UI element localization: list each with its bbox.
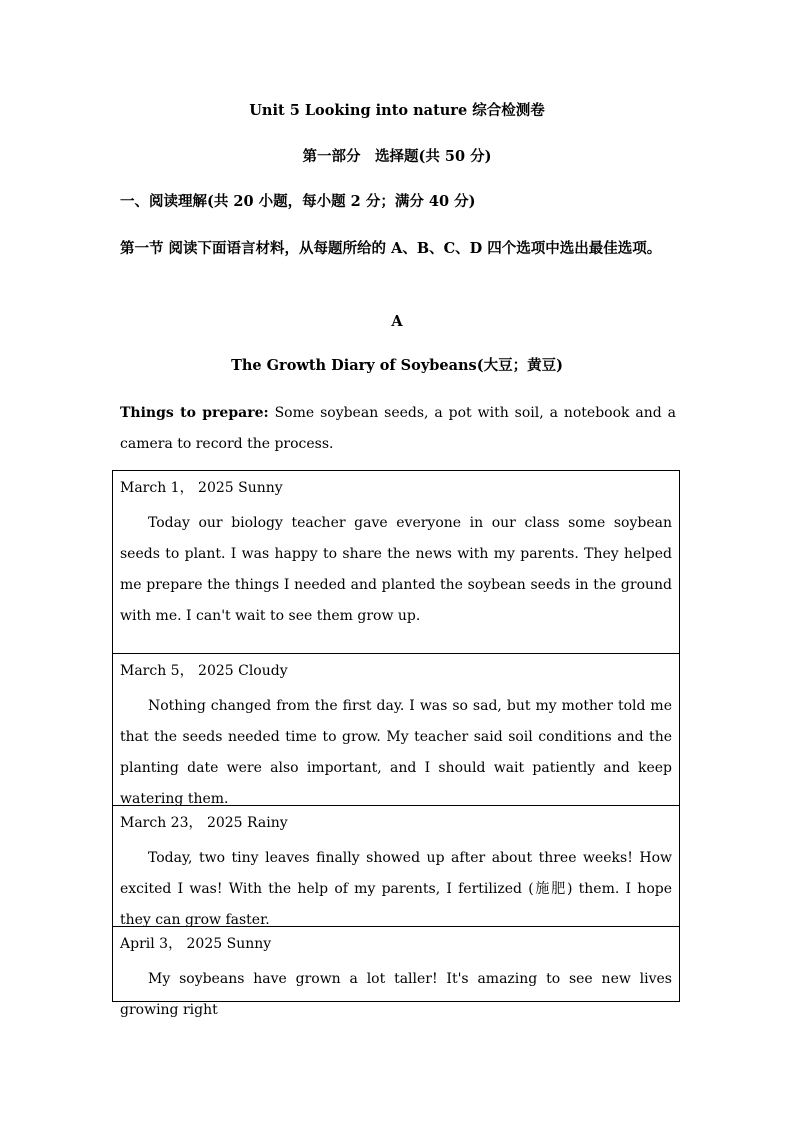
things-to-prepare: [120, 398, 676, 460]
entry-text: Nothing changed from the first day. I was so sad, but my mother told me that the seeds needed time to grow. My teacher said soil conditions and the planting date were also important, and I should wait patiently and keep watering them.: [120, 698, 672, 807]
entry-date: March 1， 2025 Sunny: [120, 480, 283, 496]
entry-text: Today, two tiny leaves finally showed up after about three weeks! How excited I was! With the help of my parents, I fertilized (施肥) them. I hope they can grow faster.: [120, 850, 672, 928]
entry-text: My soybeans have grown a lot taller! It's amazing to see new lives growing right: [120, 971, 672, 1018]
document-title: Unit 5 Looking into nature 综合检测卷: [249, 102, 545, 119]
entry-date: April 3， 2025 Sunny: [120, 936, 272, 952]
prepare-text: Some soybean seeds, a pot with soil, a notebook and a camera to record the process.: [120, 405, 677, 452]
passage-letter: A: [391, 313, 403, 330]
diary-entry: [113, 806, 679, 927]
instructions-text: 第一节 阅读下面语言材料，从每题所给的 A、B、C、D 四个选项中选出最佳选项。: [120, 240, 662, 257]
entry-text: Today our biology teacher gave everyone in our class some soybean seeds to plant. I was happy to share the news with my parents. They helped me prepare the things I needed and planted the soybean seeds in the ground with me. I can't wait to see them grow up.: [120, 515, 672, 624]
passage-title: The Growth Diary of Soybeans(大豆；黄豆): [231, 357, 563, 374]
part-heading: 第一部分 选择题(共 50 分): [302, 148, 492, 165]
section-heading: 一、阅读理解(共 20 小题，每小题 2 分；满分 40 分): [120, 193, 476, 210]
diary-entry: [113, 471, 679, 654]
diary-entry: [113, 927, 679, 1018]
diary-entry: [113, 654, 679, 806]
entry-date: March 5， 2025 Cloudy: [120, 663, 288, 679]
prepare-label: Things to prepare:: [120, 405, 269, 421]
entry-date: March 23， 2025 Rainy: [120, 815, 288, 831]
diary-table: [112, 470, 680, 1018]
